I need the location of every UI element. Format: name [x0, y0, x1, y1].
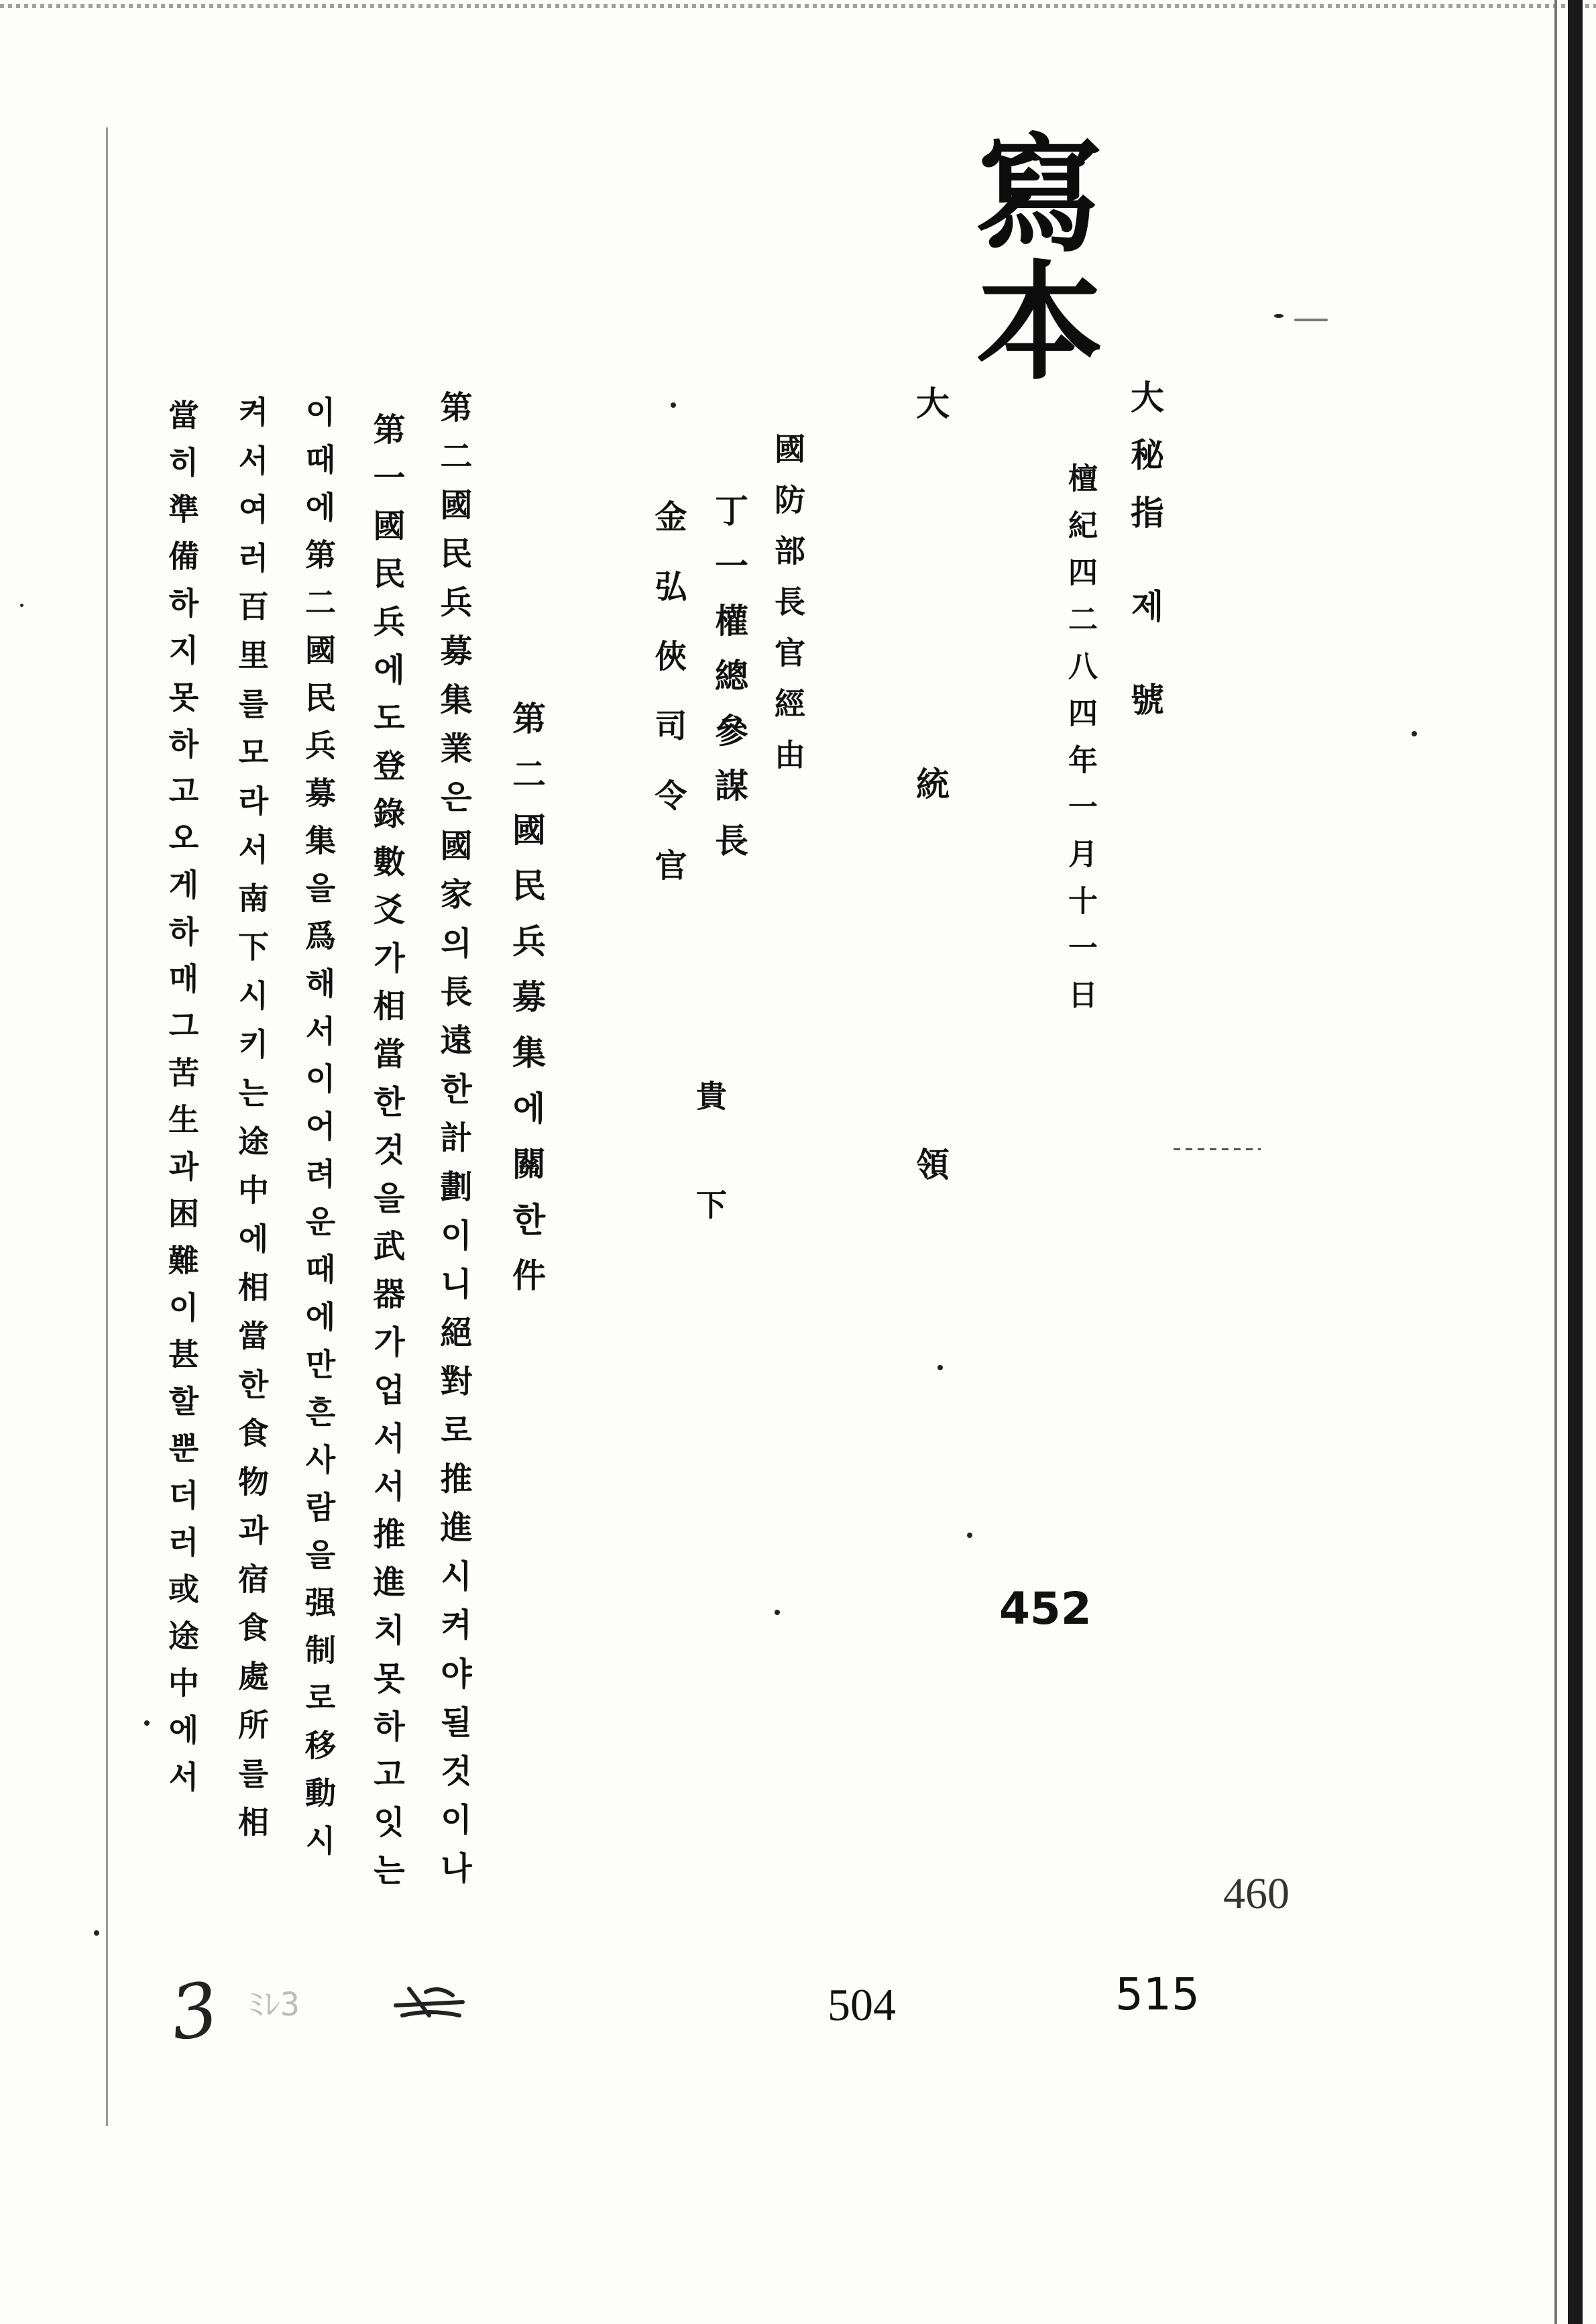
left-margin-line: [106, 127, 108, 2126]
body-column-4: 켜서여러百里를모라서南下시키는途中에相當한食物과宿食處所를相: [233, 396, 270, 1855]
addressee-commander: 金弘俠司令官: [649, 500, 687, 918]
page-number-504: 504: [828, 1979, 896, 2030]
doc-number: 大秘指 제 號: [1125, 380, 1165, 740]
scan-right-edge: [1568, 0, 1583, 2324]
scan-top-edge: [0, 4, 1596, 8]
ink-speck: [937, 1365, 943, 1370]
copy-stamp: 寫本: [955, 127, 1104, 382]
ink-speck: [1274, 314, 1284, 318]
ink-speck: [20, 604, 23, 607]
page-number-452: 452: [999, 1583, 1092, 1635]
document-date: 檀紀四二八四年一月十一日: [1063, 463, 1097, 1026]
ink-speck: [1294, 319, 1328, 321]
ink-speck: [94, 1930, 99, 1936]
routing-via: 國防部長官經由: [770, 433, 806, 789]
ink-speck: [144, 1720, 150, 1726]
faint-number-stamp: ﾐﾚ3: [248, 1986, 300, 2024]
dashed-mark: [1174, 1148, 1261, 1150]
subject-line: 第二國民兵募集에關한件: [507, 701, 547, 1313]
ink-speck: [671, 402, 676, 408]
ink-speck: [775, 1610, 780, 1615]
recipient: 大 統 領: [911, 386, 950, 1348]
body-column-3: 이때에第二國民兵募集을爲해서이어려운때에만흔사람을强制로移動시: [300, 396, 337, 1872]
page-number-515: 515: [1115, 1969, 1200, 2020]
body-column-2: 第一國民兵에도登錄數爻가相當한것을武器가업서서推進치못하고잇는: [367, 412, 405, 1901]
page-number-460: 460: [1223, 1869, 1290, 1918]
body-column-5: 當히準備하지못하고오게하매그苦生과困難이甚할뿐더러或途中에서: [164, 399, 200, 1808]
scan-right-shadow: [1554, 0, 1557, 2324]
honorific: 貴 下: [691, 1080, 728, 1254]
addressee-chief-of-staff: 丁一權總參謀長: [709, 493, 749, 878]
body-column-1: 第二國民兵募集業은國家의長遠한計劃이니絕對로推進시켜야될것이나: [435, 390, 472, 1900]
ink-speck: [967, 1533, 972, 1538]
handwritten-scribble: [389, 1979, 469, 2026]
ink-speck: [1412, 731, 1417, 736]
handwritten-mark: 3: [165, 1965, 224, 2058]
